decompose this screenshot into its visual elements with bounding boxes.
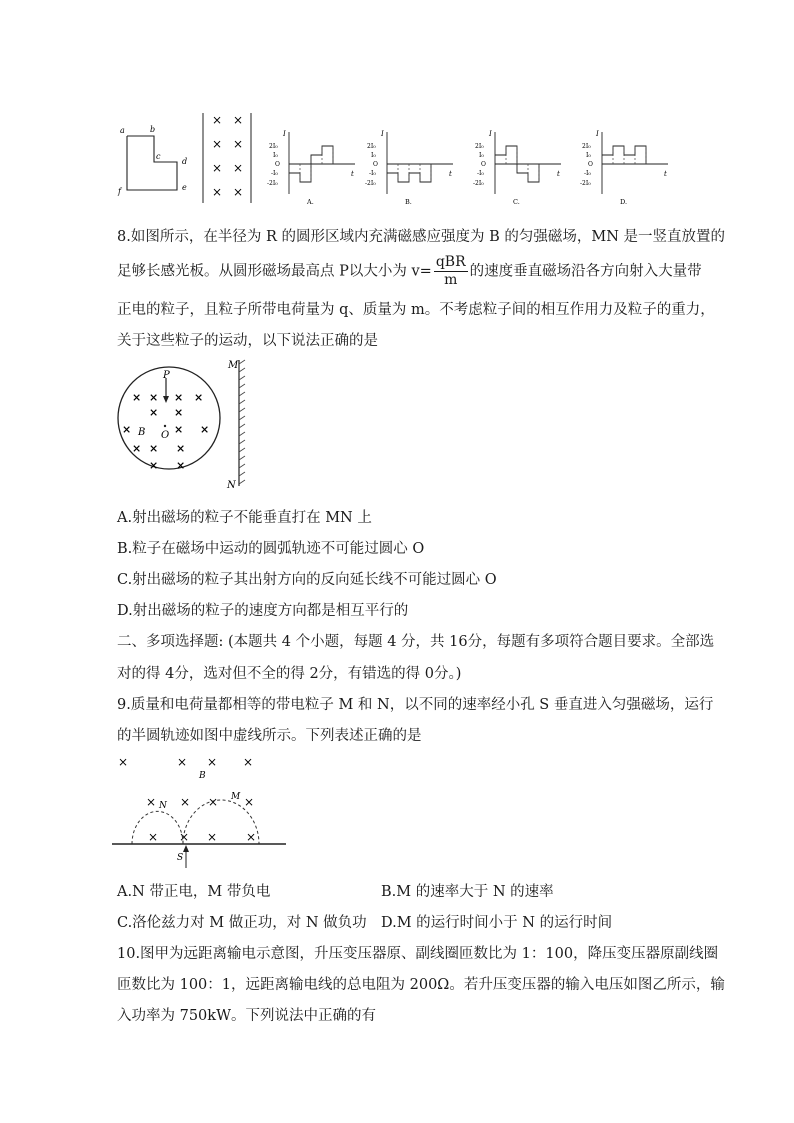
q9-line1: 9.质量和电荷量都相等的带电粒子 M 和 N，以不同的速率经小孔 S 垂直进入匀强磁场，运行 (117, 697, 714, 713)
svg-text:×: × (212, 185, 223, 199)
q8-line2 (117, 254, 702, 289)
l-shaped-loop (127, 136, 177, 190)
svg-text:O: O (275, 161, 280, 168)
svg-text:O: O (373, 161, 378, 168)
velocity-fraction (434, 254, 468, 289)
svg-text:×: × (233, 161, 244, 175)
q8-line1: 8.如图所示，在半径为 R 的圆形区域内充满磁感应强度为 B 的匀强磁场，MN 是一竖直放置的 (117, 229, 725, 245)
svg-text:×: × (243, 755, 254, 769)
svg-text:×: × (233, 113, 244, 127)
svg-text:t: t (351, 170, 354, 178)
particle-m-label: M (231, 792, 241, 802)
q8-line3: 正电的粒子，且粒子所带电荷量为 q、质量为 m。不考虑粒子间的相互作用力及粒子的重力， (117, 302, 715, 318)
hole-s-label: S (177, 853, 184, 863)
q9-line2: 的半圆轨迹如图中虚线所示。下列表述正确的是 (117, 728, 422, 744)
svg-text:×: × (177, 755, 188, 769)
figure-top (115, 108, 680, 206)
svg-text:-I₀: -I₀ (271, 170, 278, 177)
svg-text:I: I (381, 130, 384, 138)
q9-option-a: A.N 带正电，M 带负电 (117, 884, 271, 900)
svg-text:×: × (122, 423, 132, 436)
svg-text:×: × (149, 406, 159, 419)
center-o-label: O (161, 430, 170, 441)
svg-text:I₀: I₀ (479, 152, 484, 159)
svg-text:2I₀: 2I₀ (367, 143, 376, 150)
graph-c-label: C. (513, 198, 520, 206)
svg-text:2I₀: 2I₀ (269, 143, 278, 150)
q9-figure (110, 748, 290, 868)
graph-d-label: D. (620, 198, 628, 206)
q9-option-d: D.M 的运行时间小于 N 的运行时间 (381, 915, 613, 931)
q9-option-b: B.M 的速率大于 N 的速率 (381, 884, 554, 900)
svg-text:×: × (149, 391, 159, 404)
fraction-numerator: qBR (435, 254, 466, 270)
particle-n-label: N (159, 801, 167, 811)
svg-text:-I₀: -I₀ (477, 170, 484, 177)
svg-text:-I₀: -I₀ (584, 170, 591, 177)
label-f: f (118, 187, 121, 196)
svg-text:×: × (212, 161, 223, 175)
svg-text:×: × (246, 830, 257, 844)
svg-text:×: × (208, 795, 219, 809)
svg-text:×: × (148, 830, 159, 844)
label-e: e (182, 183, 187, 192)
svg-text:O: O (588, 161, 593, 168)
q8-line4: 关于这些粒子的运动，以下说法正确的是 (117, 333, 378, 349)
svg-text:-2I₀: -2I₀ (365, 180, 376, 187)
point-p-label: P (163, 370, 170, 381)
graph-b-label: B. (405, 198, 412, 206)
graph-b (365, 130, 453, 206)
section2-line1: 二、多项选择题: (本题共 4 个小题，每题 4 分，共 16分，每题有多项符合题目要求。全部选 (117, 634, 715, 650)
svg-text:I₀: I₀ (273, 152, 278, 159)
svg-text:×: × (207, 755, 218, 769)
q10-line1: 10.图甲为远距离输电示意图，升压变压器原、副线圈匝数比为 1：100，降压变压器原副线圈 (117, 946, 719, 962)
label-c: c (156, 152, 161, 161)
svg-text:×: × (174, 423, 184, 436)
svg-text:×: × (146, 795, 157, 809)
q8-figure (114, 356, 254, 496)
svg-text:×: × (174, 391, 184, 404)
entry-arrowhead (183, 845, 189, 852)
svg-text:×: × (132, 391, 142, 404)
svg-text:-2I₀: -2I₀ (267, 180, 278, 187)
screen-m-label: M (228, 360, 239, 371)
label-a: a (120, 126, 125, 135)
svg-text:t: t (449, 170, 452, 178)
svg-text:×: × (176, 459, 186, 472)
graph-a (267, 130, 355, 206)
field-b-label: B (138, 427, 146, 438)
q8-line2-pre: 足够长感光板。从圆形磁场最高点 P以大小为 v= (117, 263, 432, 280)
q8-line2-post: 的速度垂直磁场沿各方向射入大量带 (469, 263, 702, 280)
svg-text:I: I (489, 130, 492, 138)
section2-line2: 对的得 4分，选对但不全的得 2分，有错选的得 0分。) (117, 666, 462, 682)
label-b: b (150, 125, 156, 134)
svg-text:×: × (207, 830, 218, 844)
svg-text:I: I (596, 130, 599, 138)
svg-text:O: O (481, 161, 486, 168)
svg-text:×: × (149, 459, 159, 472)
q8-option-b: B.粒子在磁场中运动的圆弧轨迹不可能过圆心 O (117, 541, 425, 557)
label-d: d (182, 157, 188, 166)
svg-text:×: × (118, 755, 129, 769)
svg-text:-2I₀: -2I₀ (580, 180, 591, 187)
svg-text:I₀: I₀ (371, 152, 376, 159)
svg-text:×: × (244, 795, 255, 809)
q10-line2: 匝数比为 100：1，远距离输电线的总电阻为 200Ω。若升压变压器的输入电压如图乙所示，输 (117, 977, 725, 993)
svg-text:-I₀: -I₀ (369, 170, 376, 177)
q8-option-d: D.射出磁场的粒子的速度方向都是相互平行的 (117, 603, 409, 619)
q8-option-c: C.射出磁场的粒子其出射方向的反向延长线不可能过圆心 O (117, 572, 497, 588)
graph-c (473, 130, 561, 206)
screen-hatch (239, 360, 245, 484)
svg-text:×: × (132, 442, 142, 455)
svg-text:×: × (149, 442, 159, 455)
q10-line3: 入功率为 750kW。下列说法中正确的有 (117, 1008, 376, 1024)
svg-text:I: I (283, 130, 286, 138)
svg-text:2I₀: 2I₀ (582, 143, 591, 150)
screen-n-label: N (227, 480, 236, 491)
svg-text:×: × (212, 137, 223, 151)
svg-text:t: t (664, 170, 667, 178)
q9-option-c: C.洛伦兹力对 M 做正功，对 N 做负功 (117, 915, 367, 931)
svg-text:×: × (174, 406, 184, 419)
field-b-label-q9: B (199, 771, 206, 781)
fraction-denominator: m (444, 272, 458, 288)
svg-text:×: × (233, 137, 244, 151)
graph-d (580, 130, 668, 206)
svg-text:×: × (176, 442, 186, 455)
svg-text:×: × (179, 830, 190, 844)
svg-text:t: t (557, 170, 560, 178)
graph-a-label: A. (307, 198, 314, 206)
field-region (203, 113, 251, 203)
svg-text:×: × (200, 423, 210, 436)
svg-text:×: × (180, 795, 191, 809)
svg-text:×: × (233, 185, 244, 199)
svg-text:2I₀: 2I₀ (475, 143, 484, 150)
svg-text:-2I₀: -2I₀ (473, 180, 484, 187)
center-point (164, 425, 166, 427)
svg-text:I₀: I₀ (586, 152, 591, 159)
q8-option-a: A.射出磁场的粒子不能垂直打在 MN 上 (117, 510, 372, 526)
svg-text:×: × (194, 391, 204, 404)
svg-text:×: × (212, 113, 223, 127)
